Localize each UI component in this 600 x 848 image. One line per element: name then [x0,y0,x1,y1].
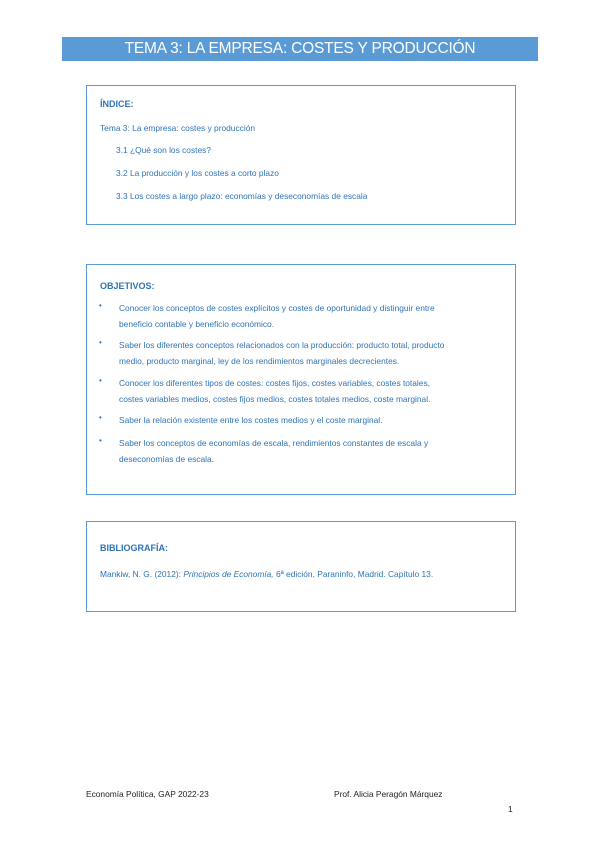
index-item: 3.3 Los costes a largo plazo: economías y deseconomías de escala [116,191,368,201]
footer-author: Prof. Alicia Peragón Márquez [334,789,443,799]
index-item: 3.2 La producción y los costes a corto plazo [116,168,279,178]
footer-course: Economía Política, GAP 2022-23 [86,789,209,799]
bullet-icon: • [99,413,102,422]
index-item: 3.1 ¿Qué son los costes? [116,145,211,155]
bullet-icon: • [99,301,102,310]
bullet-icon: • [99,376,102,385]
page-title: TEMA 3: LA EMPRESA: COSTES Y PRODUCCIÓN [62,37,538,61]
objectives-box: OBJETIVOS: • Conocer los conceptos de costes explícitos y costes de oportunidad y distinguir entre beneficio contable y beneficio económico. • Saber los diferentes conceptos relacionados con la producción: producto total, producto medio, producto marginal, ley de los rendimientos marginales decrecientes. • Conocer los diferentes tipos de costes: costes fijos, costes variables, costes totales, costes variables medios, costes fijos medios, costes totales medios, coste marginal. • Saber la relación existente entre los costes medios y el coste marginal. • Saber los conceptos de economías de escala, rendimientos constantes de escala y deseconomías de escala. [86,264,516,495]
index-main-item: Tema 3: La empresa: costes y producción [100,123,256,133]
page-number: 1 [508,804,513,814]
bibliography-box [86,521,516,612]
bibliography-heading: BIBLIOGRAFÍA: [100,543,168,553]
objectives-heading: OBJETIVOS: [100,281,155,291]
bullet-icon: • [99,436,102,445]
bibliography-entry: Mankiw, N. G. (2012): Principios de Economía, 6ª edición, Paraninfo, Madrid. Capítulo 13. [100,569,434,579]
bullet-icon: • [99,338,102,347]
index-box [86,85,516,225]
index-heading: ÍNDICE: [100,99,134,109]
